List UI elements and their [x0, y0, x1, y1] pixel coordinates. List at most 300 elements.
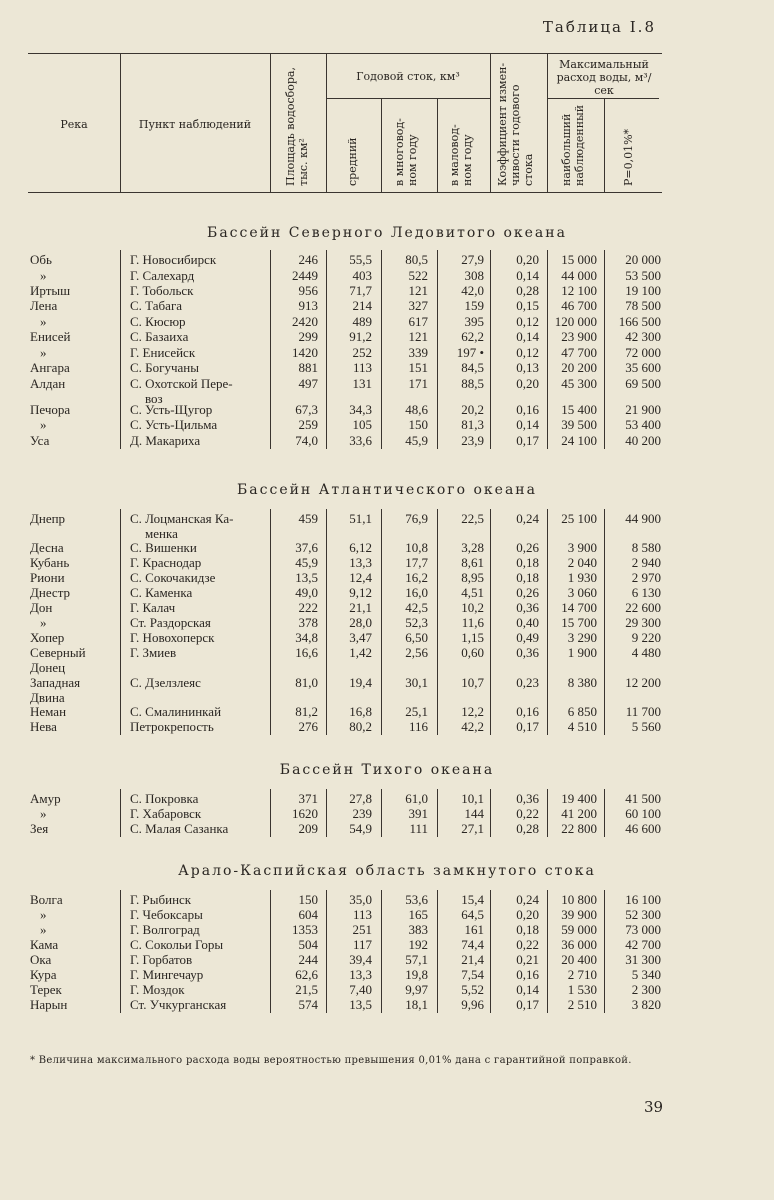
cell-dry: 11,6: [461, 615, 484, 630]
header-col-sep: [381, 98, 382, 192]
cell-p: 22 600: [625, 600, 661, 615]
cell-dry: 27,9: [461, 252, 484, 267]
cell-cv: 0,14: [516, 417, 539, 432]
cell-area: 67,3: [295, 402, 318, 417]
station-name: Г. Салехард: [130, 268, 195, 283]
cell-obs: 10 800: [561, 892, 597, 907]
cell-obs: 2 040: [567, 555, 597, 570]
cell-wet: 52,3: [405, 615, 428, 630]
cell-wet: 30,1: [405, 675, 428, 690]
cell-dry: 10,2: [461, 600, 484, 615]
column-separator: [120, 250, 121, 449]
cell-p: 46 600: [625, 821, 661, 836]
cell-wet: 17,7: [405, 555, 428, 570]
cell-cv: 0,24: [516, 892, 539, 907]
cell-mean: 6,12: [349, 540, 372, 555]
station-name: С. Дзелзлеяс: [130, 675, 201, 690]
cell-dry: 81,3: [461, 417, 484, 432]
cell-obs: 19 400: [561, 791, 597, 806]
cell-wet: 76,9: [405, 511, 428, 526]
cell-dry: 10,7: [461, 675, 484, 690]
cell-obs: 39 900: [561, 907, 597, 922]
river-name: Волга: [30, 892, 63, 907]
cell-obs: 3 900: [567, 540, 597, 555]
header-top-rule: [28, 53, 662, 54]
river-name: Нарын: [30, 997, 68, 1012]
river-name: Алдан: [30, 376, 66, 391]
cell-cv: 0,14: [516, 268, 539, 283]
cell-wet: 42,5: [405, 600, 428, 615]
cell-p: 2 300: [631, 982, 661, 997]
cell-obs: 14 700: [561, 600, 597, 615]
cell-mean: 117: [352, 937, 372, 952]
river-name: Западная: [30, 675, 81, 690]
cell-cv: 0,26: [516, 540, 539, 555]
cell-dry: 144: [464, 806, 484, 821]
station-name: С. Покровка: [130, 791, 199, 806]
cell-cv: 0,23: [516, 675, 539, 690]
cell-mean: 51,1: [349, 511, 372, 526]
header-col-sep: [604, 98, 605, 192]
cell-cv: 0,16: [516, 967, 539, 982]
river-name: Печора: [30, 402, 71, 417]
river-name: Днестр: [30, 585, 71, 600]
station-name: Ст. Учкурганская: [130, 997, 227, 1012]
cell-wet: 45,9: [405, 433, 428, 448]
cell-cv: 0,18: [516, 922, 539, 937]
cell-dry: 15,4: [461, 892, 484, 907]
cell-mean: 80,2: [349, 719, 372, 734]
cell-dry: 0,60: [461, 645, 484, 660]
cell-p: 52 300: [625, 907, 661, 922]
river-name: Уса: [30, 433, 50, 448]
cell-mean: 239: [352, 806, 372, 821]
cell-p: 9 220: [631, 630, 661, 645]
cell-dry: 64,5: [461, 907, 484, 922]
cell-p: 5 560: [631, 719, 661, 734]
cell-area: 37,6: [295, 540, 318, 555]
station-name: Г. Хабаровск: [130, 806, 202, 821]
station-name: С. Вишенки: [130, 540, 197, 555]
cell-p: 29 300: [625, 615, 661, 630]
cell-obs: 44 000: [561, 268, 597, 283]
cell-wet: 339: [408, 345, 428, 360]
cell-mean: 131: [352, 376, 372, 391]
cell-area: 497: [298, 376, 318, 391]
cell-dry: 308: [464, 268, 484, 283]
header-col-sep: [270, 53, 271, 192]
cell-wet: 10,8: [405, 540, 428, 555]
cell-p: 12 200: [625, 675, 661, 690]
cell-obs: 45 300: [561, 376, 597, 391]
station-name: Г. Горбатов: [130, 952, 193, 967]
cell-dry: 42,0: [461, 283, 484, 298]
cell-dry: 395: [464, 314, 484, 329]
cell-obs: 59 000: [561, 922, 597, 937]
cell-cv: 0,28: [516, 283, 539, 298]
cell-dry: 9,96: [461, 997, 484, 1012]
river-name: »: [40, 268, 47, 283]
cell-wet: 617: [408, 314, 428, 329]
cell-cv: 0,22: [516, 806, 539, 821]
river-name: »: [40, 907, 47, 922]
cell-mean: 105: [352, 417, 372, 432]
river-name: Нева: [30, 719, 57, 734]
cell-area: 378: [298, 615, 318, 630]
cell-p: 2 970: [631, 570, 661, 585]
cell-area: 13,5: [295, 570, 318, 585]
cell-cv: 0,17: [516, 433, 539, 448]
cell-cv: 0,16: [516, 402, 539, 417]
cell-dry: 42,2: [461, 719, 484, 734]
cell-area: 881: [298, 360, 318, 375]
river-name: Обь: [30, 252, 52, 267]
cell-mean: 39,4: [349, 952, 372, 967]
station-name: С. Базаиха: [130, 329, 189, 344]
cell-area: 574: [298, 997, 318, 1012]
river-name: Десна: [30, 540, 64, 555]
cell-wet: 150: [408, 417, 428, 432]
cell-dry: 197 •: [456, 345, 484, 360]
cell-cv: 0,20: [516, 907, 539, 922]
cell-area: 1620: [292, 806, 318, 821]
cell-dry: 8,95: [461, 570, 484, 585]
cell-p: 40 200: [625, 433, 661, 448]
cell-p: 8 580: [631, 540, 661, 555]
cell-p: 53 400: [625, 417, 661, 432]
station-name: Г. Енисейск: [130, 345, 196, 360]
cell-mean: 21,1: [349, 600, 372, 615]
header-variation: Коэффициент измен- чивости годового стока: [496, 62, 535, 186]
river-name: Кура: [30, 967, 57, 982]
river-name: Терек: [30, 982, 62, 997]
cell-dry: 161: [464, 922, 484, 937]
cell-area: 150: [298, 892, 318, 907]
cell-mean: 28,0: [349, 615, 372, 630]
river-name: Амур: [30, 791, 61, 806]
cell-p: 72 000: [625, 345, 661, 360]
cell-area: 209: [298, 821, 318, 836]
cell-dry: 159: [464, 298, 484, 313]
cell-cv: 0,36: [516, 600, 539, 615]
station-name: С. Кюсюр: [130, 314, 186, 329]
station-name: С. Смалининкай: [130, 704, 222, 719]
cell-area: 956: [298, 283, 318, 298]
cell-dry: 23,9: [461, 433, 484, 448]
cell-p: 42 300: [625, 329, 661, 344]
cell-mean: 252: [352, 345, 372, 360]
cell-obs: 39 500: [561, 417, 597, 432]
cell-cv: 0,17: [516, 997, 539, 1012]
cell-area: 21,5: [295, 982, 318, 997]
cell-cv: 0,36: [516, 645, 539, 660]
cell-p: 44 900: [625, 511, 661, 526]
cell-area: 2449: [292, 268, 318, 283]
cell-obs: 22 800: [561, 821, 597, 836]
cell-area: 16,6: [295, 645, 318, 660]
cell-mean: 91,2: [349, 329, 372, 344]
river-name: Неман: [30, 704, 67, 719]
station-name: С. Усть-Цильма: [130, 417, 218, 432]
cell-obs: 1 530: [567, 982, 597, 997]
river-name: Кама: [30, 937, 59, 952]
cell-wet: 116: [408, 719, 428, 734]
cell-wet: 61,0: [405, 791, 428, 806]
cell-dry: 74,4: [461, 937, 484, 952]
cell-wet: 165: [408, 907, 428, 922]
station-name: С. Усть-Щугор: [130, 402, 213, 417]
section-title: Бассейн Северного Ледовитого океана: [207, 225, 567, 241]
cell-mean: 214: [352, 298, 372, 313]
cell-mean: 33,6: [349, 433, 372, 448]
river-name-cont: Двина: [30, 690, 65, 705]
cell-obs: 15 000: [561, 252, 597, 267]
cell-cv: 0,12: [516, 314, 539, 329]
cell-p: 5 340: [631, 967, 661, 982]
cell-wet: 16,0: [405, 585, 428, 600]
cell-obs: 46 700: [561, 298, 597, 313]
cell-wet: 80,5: [405, 252, 428, 267]
river-name: »: [40, 615, 47, 630]
river-name: Риони: [30, 570, 65, 585]
cell-p: 3 820: [631, 997, 661, 1012]
cell-area: 49,0: [295, 585, 318, 600]
cell-obs: 20 400: [561, 952, 597, 967]
station-name: Г. Чебоксары: [130, 907, 203, 922]
cell-wet: 16,2: [405, 570, 428, 585]
station-name: Г. Волгоград: [130, 922, 200, 937]
section-title: Бассейн Тихого океана: [279, 762, 495, 778]
cell-mean: 13,3: [349, 967, 372, 982]
cell-p: 69 500: [625, 376, 661, 391]
cell-area: 62,6: [295, 967, 318, 982]
cell-p: 78 500: [625, 298, 661, 313]
cell-p: 60 100: [625, 806, 661, 821]
cell-wet: 53,6: [405, 892, 428, 907]
cell-p: 31 300: [625, 952, 661, 967]
cell-mean: 16,8: [349, 704, 372, 719]
cell-cv: 0,13: [516, 360, 539, 375]
cell-area: 45,9: [295, 555, 318, 570]
cell-p: 73 000: [625, 922, 661, 937]
cell-wet: 522: [408, 268, 428, 283]
river-name: Иртыш: [30, 283, 71, 298]
cell-dry: 84,5: [461, 360, 484, 375]
cell-area: 259: [298, 417, 318, 432]
header-runoff-dry: в маловод- ном году: [448, 124, 474, 186]
station-name: Г. Новохоперск: [130, 630, 215, 645]
cell-p: 35 600: [625, 360, 661, 375]
cell-p: 11 700: [625, 704, 661, 719]
table-caption: Таблица I.8: [542, 18, 656, 36]
cell-cv: 0,15: [516, 298, 539, 313]
cell-area: 1353: [292, 922, 318, 937]
cell-area: 246: [298, 252, 318, 267]
footnote: * Величина максимального расхода воды вероятностью превышения 0,01% дана с гарантийной поправкой.: [30, 1055, 632, 1066]
cell-obs: 120 000: [554, 314, 597, 329]
cell-cv: 0,49: [516, 630, 539, 645]
header-river: Река: [60, 118, 88, 131]
station-name: С. Лоцманская Ка-: [130, 511, 234, 526]
station-name: Г. Моздок: [130, 982, 185, 997]
cell-wet: 151: [408, 360, 428, 375]
cell-obs: 3 060: [567, 585, 597, 600]
river-name: Кубань: [30, 555, 70, 570]
cell-area: 74,0: [295, 433, 318, 448]
cell-obs: 47 700: [561, 345, 597, 360]
cell-cv: 0,17: [516, 719, 539, 734]
cell-wet: 383: [408, 922, 428, 937]
cell-dry: 21,4: [461, 952, 484, 967]
cell-wet: 121: [408, 329, 428, 344]
cell-area: 34,8: [295, 630, 318, 645]
cell-obs: 20 200: [561, 360, 597, 375]
cell-area: 504: [298, 937, 318, 952]
cell-wet: 18,1: [405, 997, 428, 1012]
cell-wet: 6,50: [405, 630, 428, 645]
cell-area: 371: [298, 791, 318, 806]
cell-p: 166 500: [618, 314, 661, 329]
station-name: Г. Новосибирск: [130, 252, 217, 267]
cell-wet: 57,1: [405, 952, 428, 967]
cell-dry: 8,61: [461, 555, 484, 570]
cell-area: 222: [298, 600, 318, 615]
river-name: Зея: [30, 821, 49, 836]
header-max-discharge: Максимальный расход воды, м³/сек: [556, 58, 652, 97]
cell-p: 6 130: [631, 585, 661, 600]
cell-wet: 25,1: [405, 704, 428, 719]
header-max-p: P=0,01%*: [622, 128, 635, 186]
station-name: С. Малая Сазанка: [130, 821, 229, 836]
cell-wet: 327: [408, 298, 428, 313]
section-title: Арало-Каспийская область замкнутого стока: [178, 863, 596, 879]
station-name: Г. Змиев: [130, 645, 177, 660]
river-name: Днепр: [30, 511, 66, 526]
cell-cv: 0,18: [516, 555, 539, 570]
cell-dry: 22,5: [461, 511, 484, 526]
section-title: Бассейн Атлантического океана: [237, 482, 537, 498]
cell-obs: 41 200: [561, 806, 597, 821]
cell-cv: 0,14: [516, 329, 539, 344]
cell-mean: 13,5: [349, 997, 372, 1012]
discharge-group-rule: [547, 98, 659, 99]
cell-mean: 71,7: [349, 283, 372, 298]
cell-obs: 15 400: [561, 402, 597, 417]
cell-area: 913: [298, 298, 318, 313]
cell-area: 604: [298, 907, 318, 922]
station-name: С. Богучаны: [130, 360, 199, 375]
cell-dry: 3,28: [461, 540, 484, 555]
cell-dry: 4,51: [461, 585, 484, 600]
cell-area: 459: [298, 511, 318, 526]
cell-obs: 25 100: [561, 511, 597, 526]
cell-dry: 12,2: [461, 704, 484, 719]
cell-wet: 171: [408, 376, 428, 391]
river-name: Ангара: [30, 360, 70, 375]
cell-wet: 9,97: [405, 982, 428, 997]
cell-wet: 121: [408, 283, 428, 298]
cell-wet: 48,6: [405, 402, 428, 417]
cell-obs: 3 290: [567, 630, 597, 645]
runoff-group-rule: [326, 98, 490, 99]
cell-obs: 12 100: [561, 283, 597, 298]
cell-cv: 0,18: [516, 570, 539, 585]
station-name: Д. Макариха: [130, 433, 201, 448]
cell-dry: 7,54: [461, 967, 484, 982]
cell-obs: 8 380: [567, 675, 597, 690]
header-annual-runoff: Годовой сток, км³: [356, 70, 460, 83]
cell-cv: 0,28: [516, 821, 539, 836]
cell-dry: 88,5: [461, 376, 484, 391]
station-name: Г. Мингечаур: [130, 967, 204, 982]
cell-obs: 2 710: [567, 967, 597, 982]
cell-obs: 36 000: [561, 937, 597, 952]
cell-p: 2 940: [631, 555, 661, 570]
cell-obs: 24 100: [561, 433, 597, 448]
cell-mean: 35,0: [349, 892, 372, 907]
column-separator: [120, 890, 121, 1013]
cell-dry: 1,15: [461, 630, 484, 645]
river-name: »: [40, 417, 47, 432]
cell-mean: 34,3: [349, 402, 372, 417]
cell-wet: 192: [408, 937, 428, 952]
cell-mean: 251: [352, 922, 372, 937]
cell-mean: 1,42: [349, 645, 372, 660]
river-name: »: [40, 806, 47, 821]
cell-obs: 1 900: [567, 645, 597, 660]
cell-p: 42 700: [625, 937, 661, 952]
cell-wet: 391: [408, 806, 428, 821]
cell-obs: 2 510: [567, 997, 597, 1012]
station-name: С. Каменка: [130, 585, 193, 600]
river-name: Дон: [30, 600, 53, 615]
cell-cv: 0,36: [516, 791, 539, 806]
cell-mean: 13,3: [349, 555, 372, 570]
header-runoff-wet: в многовод- ном году: [393, 118, 419, 186]
cell-obs: 23 900: [561, 329, 597, 344]
cell-mean: 27,8: [349, 791, 372, 806]
cell-p: 20 000: [625, 252, 661, 267]
cell-obs: 1 930: [567, 570, 597, 585]
cell-cv: 0,22: [516, 937, 539, 952]
river-name: Хопер: [30, 630, 65, 645]
cell-mean: 3,47: [349, 630, 372, 645]
cell-mean: 489: [352, 314, 372, 329]
cell-p: 41 500: [625, 791, 661, 806]
cell-cv: 0,20: [516, 376, 539, 391]
column-separator: [120, 789, 121, 837]
cell-area: 244: [298, 952, 318, 967]
station-name: Г. Калач: [130, 600, 176, 615]
cell-mean: 9,12: [349, 585, 372, 600]
cell-obs: 4 510: [567, 719, 597, 734]
station-name: С. Сокольи Горы: [130, 937, 224, 952]
header-max-observed: наибольший наблюденный: [560, 104, 586, 186]
cell-wet: 19,8: [405, 967, 428, 982]
cell-p: 53 500: [625, 268, 661, 283]
cell-mean: 7,40: [349, 982, 372, 997]
river-name-cont: Донец: [30, 660, 66, 675]
station-name-cont: воз: [145, 391, 163, 406]
cell-mean: 403: [352, 268, 372, 283]
cell-mean: 113: [352, 907, 372, 922]
header-col-sep: [437, 98, 438, 192]
cell-dry: 10,1: [461, 791, 484, 806]
header-station: Пункт наблюдений: [138, 118, 252, 131]
cell-mean: 12,4: [349, 570, 372, 585]
header-runoff-mean: средний: [346, 137, 359, 186]
river-name: »: [40, 345, 47, 360]
